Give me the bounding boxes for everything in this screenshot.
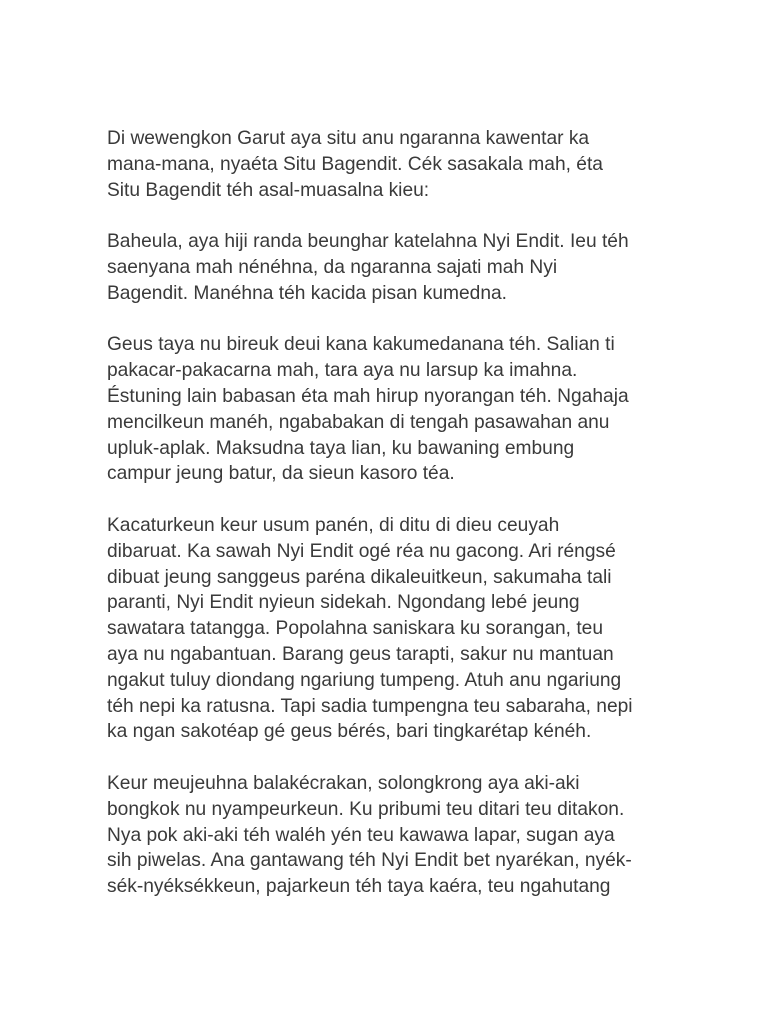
text-line: Éstuning lain babasan éta mah hirup nyorangan téh. Ngahaja (107, 385, 629, 407)
text-line: mana-mana, nyaéta Situ Bagendit. Cék sasakala mah, éta (107, 153, 603, 175)
text-line: pakacar-pakacarna mah, tara aya nu larsup ka imahna. (107, 360, 578, 382)
text-line: ngakut tuluy diondang ngariung tumpeng. Atuh anu ngariung (107, 669, 622, 691)
paragraph-2 (107, 229, 667, 306)
text-line: Di wewengkon Garut aya situ anu ngaranna kawentar ka (107, 128, 590, 149)
text-line: Kacaturkeun keur usum panén, di ditu di dieu ceuyah (107, 514, 560, 536)
text-line: Baheula, aya hiji randa beunghar katelahna Nyi Endit. Ieu téh (107, 231, 629, 253)
text-line: ka ngan sakotéap gé geus bérés, bari tingkarétap kénéh. (107, 721, 592, 743)
text-line: mencilkeun manéh, ngababakan di tengah pasawahan anu (107, 411, 610, 433)
text-line: téh nepi ka ratusna. Tapi sadia tumpengna teu sabaraha, nepi (107, 695, 633, 717)
text-line: dibuat jeung sanggeus paréna dikaleuitkeun, sakumaha tali (107, 566, 612, 588)
text-line: Bagendit. Manéhna téh kacida pisan kumedna. (107, 282, 508, 304)
text-line: Nya pok aki-aki téh waléh yén teu kawawa lapar, sugan aya (107, 824, 615, 846)
text-line: Situ Bagendit téh asal-muasalna kieu: (107, 179, 430, 201)
paragraph-3 (107, 332, 667, 487)
text-line: campur jeung batur, da sieun kasoro téa. (107, 463, 455, 485)
text-line: Geus taya nu bireuk deui kana kakumedanana téh. Salian ti (107, 334, 615, 356)
paragraph-5 (107, 771, 667, 900)
text-line: upluk-aplak. Maksudna taya lian, ku bawaning embung (107, 437, 575, 459)
text-line: aya nu ngabantuan. Barang geus tarapti, sakur nu mantuan (107, 643, 614, 665)
text-line: paranti, Nyi Endit nyieun sidekah. Ngondang lebé jeung (107, 592, 580, 614)
text-line: bongkok nu nyampeurkeun. Ku pribumi teu ditari teu ditakon. (107, 798, 625, 820)
text-line: sawatara tatangga. Popolahna saniskara ku sorangan, teu (107, 618, 604, 640)
paragraph-4 (107, 513, 667, 745)
document-page (107, 126, 667, 926)
text-line: saenyana mah nénéhna, da ngaranna sajati mah Nyi (107, 256, 558, 278)
text-line: Keur meujeuhna balakécrakan, solongkrong aya aki-aki (107, 772, 580, 794)
paragraph-1 (107, 126, 667, 203)
text-line: sék-nyéksékkeun, pajarkeun téh taya kaéra, teu ngahutang (107, 876, 611, 898)
text-line: sih piwelas. Ana gantawang téh Nyi Endit bet nyarékan, nyék- (107, 850, 632, 872)
text-line: dibaruat. Ka sawah Nyi Endit ogé réa nu gacong. Ari réngsé (107, 540, 616, 562)
